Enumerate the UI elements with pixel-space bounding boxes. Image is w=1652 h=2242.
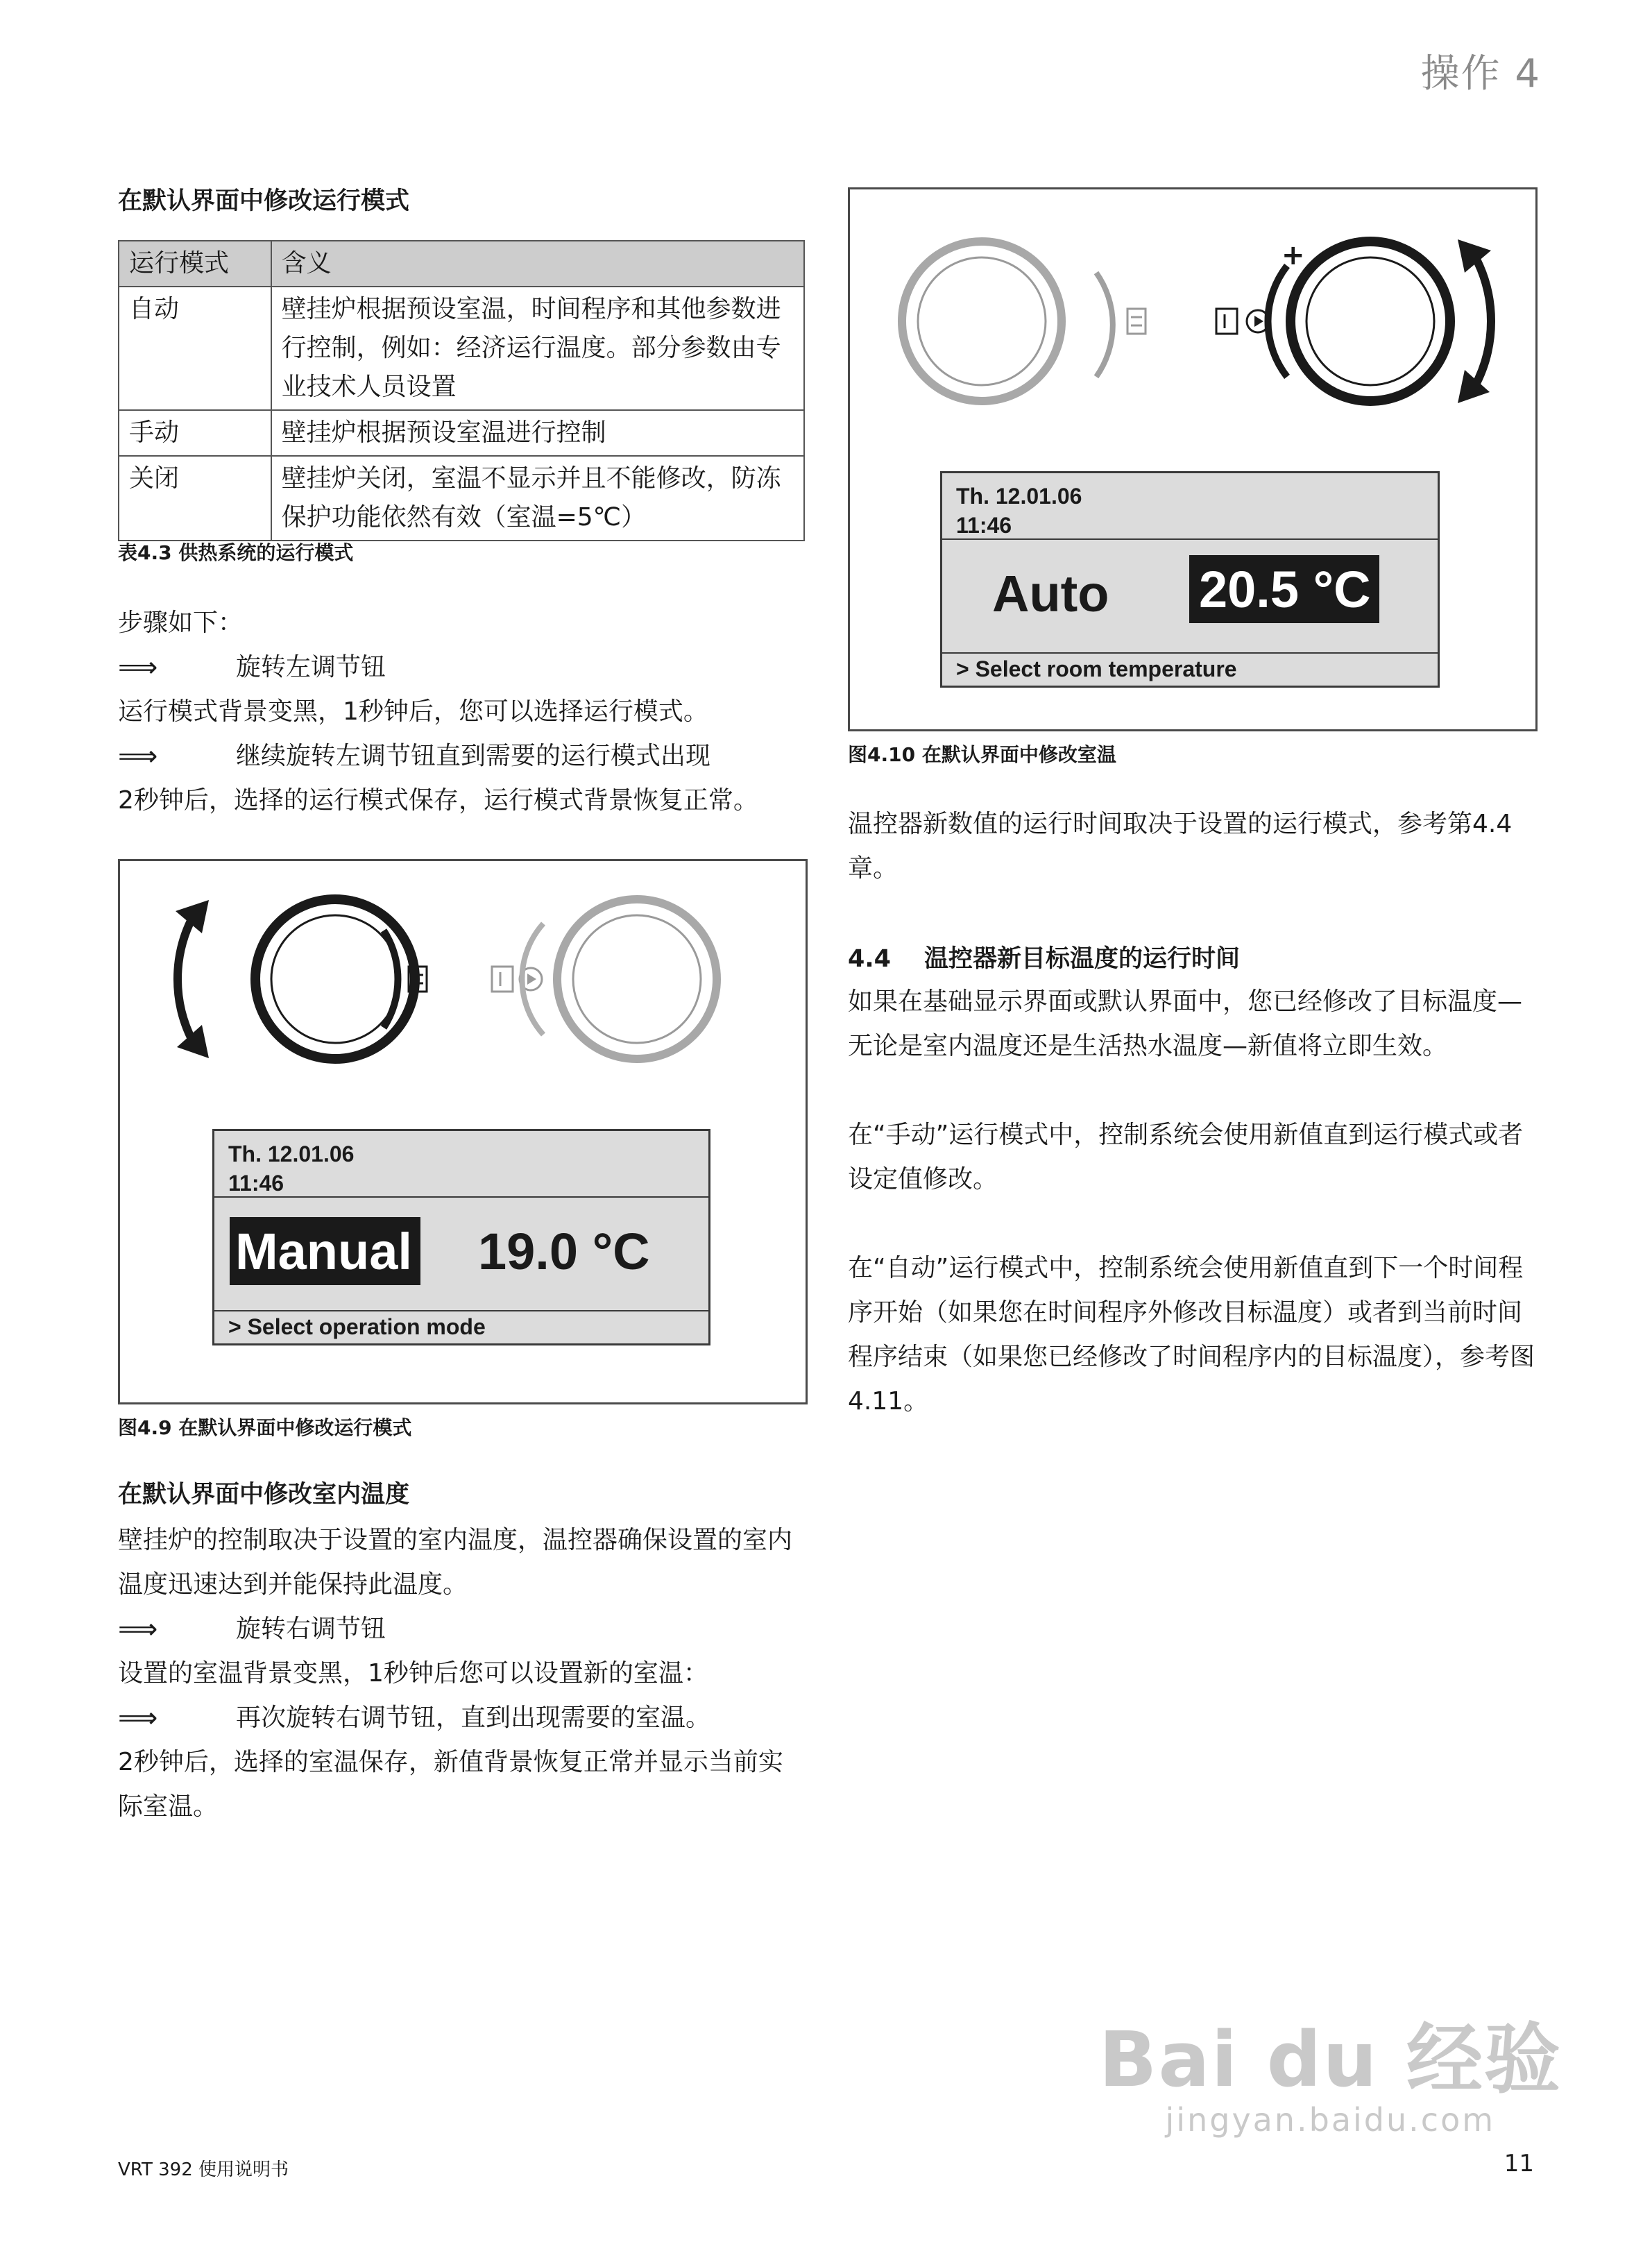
rotate-arrow-icon bbox=[1458, 239, 1491, 403]
paragraph: 在“手动”运行模式中，控制系统会使用新值直到运行模式或者设定值修改。 bbox=[848, 1121, 1524, 1194]
inactive-bracket-icon bbox=[1096, 273, 1113, 377]
section-number: 4.4 bbox=[848, 945, 892, 973]
step-result: 设置的室温背景变黑，1秒钟后您可以设置新的室温： bbox=[118, 1659, 708, 1688]
active-bracket-icon bbox=[384, 931, 398, 1028]
lcd-divider bbox=[942, 652, 1438, 654]
lcd-datetime bbox=[956, 482, 1082, 540]
step-arrow-icon: ⟹ bbox=[118, 1613, 158, 1645]
table-cell-meaning: 壁挂炉关闭，室温不显示并且不能修改，防冻保护功能依然有效（室温=5℃） bbox=[271, 456, 804, 541]
watermark-url: jingyan.baidu.com bbox=[1165, 2101, 1496, 2139]
step-result: 2秒钟后，选择的室温保存，新值背景恢复正常并显示当前实际室温。 bbox=[118, 1748, 783, 1821]
figure-caption: 图4.9 在默认界面中修改运行模式 bbox=[118, 1416, 412, 1439]
step-arrow-icon: ⟹ bbox=[118, 1702, 158, 1734]
right-knob-icon bbox=[1291, 241, 1450, 401]
table-cell-mode: 手动 bbox=[119, 410, 271, 456]
lcd-hint: > Select room temperature bbox=[956, 656, 1237, 681]
step-result: 运行模式背景变黑，1秒钟后，您可以选择运行模式。 bbox=[118, 697, 708, 726]
lcd-display bbox=[212, 1129, 710, 1345]
plus-icon: + bbox=[1281, 239, 1305, 271]
table-header-row bbox=[119, 241, 804, 287]
paragraph: 在“自动”运行模式中，控制系统会使用新值直到下一个时间程序开始（如果您在时间程序外修改目标温度）或者到当前时间程序结束（如果您已经修改了时间程序内的目标温度），参考图4.11。 bbox=[848, 1254, 1535, 1416]
watermark-logo: Bai du 经验 bbox=[1098, 2015, 1562, 2104]
operation-modes-table bbox=[118, 240, 805, 541]
watermark bbox=[1099, 1998, 1562, 2139]
lcd-divider bbox=[214, 1310, 708, 1311]
step-row bbox=[118, 645, 386, 690]
table-row bbox=[119, 410, 804, 456]
page-number: 11 bbox=[1504, 2150, 1534, 2177]
step-text: 旋转右调节钮 bbox=[236, 1615, 386, 1643]
lcd-hint: > Select operation mode bbox=[228, 1314, 486, 1339]
table-header-cell: 运行模式 bbox=[119, 241, 271, 287]
menu-icon bbox=[1127, 309, 1146, 334]
step-text: 再次旋转右调节钮，直到出现需要的室温。 bbox=[236, 1704, 711, 1732]
modes-table-wrapper bbox=[118, 240, 805, 541]
figure-4-9 bbox=[118, 859, 808, 1404]
chapter-header: 操作 4 bbox=[1420, 51, 1541, 96]
figure-4-10 bbox=[848, 187, 1538, 731]
table-caption: 表4.3 供热系统的运行模式 bbox=[118, 541, 354, 564]
figure-caption: 图4.10 在默认界面中修改室温 bbox=[848, 743, 1116, 766]
lcd-time: 11:46 bbox=[956, 513, 1012, 538]
lcd-display bbox=[940, 471, 1440, 688]
table-row bbox=[119, 287, 804, 410]
paragraph: 温控器新数值的运行时间取决于设置的运行模式，参考第4.4章。 bbox=[848, 810, 1513, 883]
table-cell-mode: 关闭 bbox=[119, 456, 271, 541]
window-icon bbox=[492, 967, 513, 992]
table-cell-meaning: 壁挂炉根据预设室温进行控制 bbox=[271, 410, 804, 456]
lcd-divider bbox=[214, 1196, 708, 1198]
lcd-temperature: 19.0 °C bbox=[478, 1223, 650, 1280]
lcd-datetime bbox=[228, 1139, 354, 1198]
left-knob-icon bbox=[902, 241, 1062, 401]
section-title-room-temp: 在默认界面中修改室内温度 bbox=[118, 1481, 410, 1509]
lcd-date: Th. 12.01.06 bbox=[228, 1141, 355, 1166]
window-icon bbox=[1216, 309, 1237, 334]
table-row bbox=[119, 456, 804, 541]
lcd-time: 11:46 bbox=[228, 1171, 284, 1196]
right-knob-icon bbox=[522, 899, 717, 1059]
table-header-cell: 含义 bbox=[271, 241, 804, 287]
step-arrow-icon: ⟹ bbox=[118, 652, 158, 683]
lcd-divider bbox=[942, 538, 1438, 540]
step-text: 旋转左调节钮 bbox=[236, 653, 386, 681]
step-text: 继续旋转左调节钮直到需要的运行模式出现 bbox=[236, 742, 711, 770]
step-row bbox=[118, 1607, 386, 1651]
step-row bbox=[118, 734, 710, 779]
footer-doc-title: VRT 392 使用说明书 bbox=[118, 2159, 289, 2180]
lcd-temperature-highlighted: 20.5 °C bbox=[1189, 555, 1379, 623]
step-arrow-icon: ⟹ bbox=[118, 740, 158, 772]
section-title: 温控器新目标温度的运行时间 bbox=[924, 945, 1241, 973]
lcd-mode: Auto bbox=[992, 565, 1109, 622]
active-bracket-icon bbox=[1268, 266, 1287, 377]
lcd-date: Th. 12.01.06 bbox=[956, 484, 1082, 509]
section-title-operation-mode: 在默认界面中修改运行模式 bbox=[118, 187, 410, 215]
step-result: 2秒钟后，选择的运行模式保存，运行模式背景恢复正常。 bbox=[118, 786, 758, 815]
paragraph: 壁挂炉的控制取决于设置的室内温度，温控器确保设置的室内温度迅速达到并能保持此温度。 bbox=[118, 1526, 793, 1599]
section-heading bbox=[848, 940, 1240, 974]
step-row bbox=[118, 1696, 710, 1740]
table-cell-meaning: 壁挂炉根据预设室温，时间程序和其他参数进行控制，例如：经济运行温度。部分参数由专业技术人员设置 bbox=[271, 287, 804, 410]
left-knob-icon bbox=[255, 899, 415, 1059]
lcd-mode-highlighted: Manual bbox=[230, 1217, 420, 1285]
rotate-arrow-icon bbox=[176, 900, 209, 1058]
steps-intro: 步骤如下： bbox=[118, 609, 244, 637]
paragraph: 如果在基础显示界面或默认界面中，您已经修改了目标温度—无论是室内温度还是生活热水温度—新值将立即生效。 bbox=[848, 987, 1523, 1060]
table-cell-mode: 自动 bbox=[119, 287, 271, 410]
